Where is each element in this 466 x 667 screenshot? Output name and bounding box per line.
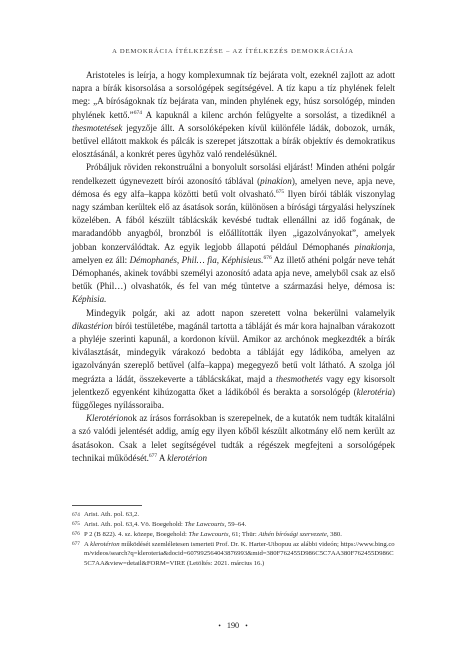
text-run: működését szemléletesen ismerteti Prof. Dr. K. Harter-Uibopuu az alábbi videón; https://www.bing.com/videos/search?q=kleroteria&docid=607992564043876993&mid=380F762455D986C5C7AA380F762455D986C5C7AA&view=detail&FORM=VIRE (Letöltés: 2021. március 16.): [84, 540, 395, 567]
text-run: Mindegyik polgár, aki az adott napon szeretett volna bekerülni valamelyik: [86, 307, 395, 318]
text-run: Arist. Ath. pol. 63,2.: [84, 511, 139, 518]
text-run: A: [84, 540, 91, 548]
running-head: A DEMOKRÁCIA ÍTÉLKEZÉSE – AZ ÍTÉLKEZÉS DEMOKRÁCIÁJA: [112, 48, 354, 55]
footnote-ref[interactable]: 674: [133, 109, 142, 116]
italic-term: thesmothetés: [276, 373, 323, 384]
text-run: vagy egy kisorsolt jelentkező egyenként kihúzogatta őket a ládikóból és berakta a sorsológép (: [72, 373, 395, 397]
paragraph: [72, 412, 395, 465]
text-run: Az illető athéni polgár neve tehát Démophanés, akinek további személyi azonosító adata apja neve, amelyből csak az első betűk (Phil…) olvashatók, és fel van még tüntetve a származási helye, démosa is:: [72, 254, 395, 292]
footnote-ref[interactable]: 675: [275, 188, 285, 195]
footnote-text: [84, 530, 395, 540]
text-run: , 380.: [326, 530, 342, 538]
footnote-number: 677: [72, 541, 80, 548]
footnote-ref[interactable]: 676: [263, 254, 272, 261]
footnote: [72, 530, 395, 540]
italic-term: Athén bírósági szervezete: [258, 530, 327, 538]
text-run: P 2 (B 822). 4. sz. közepe, Boegehold:: [84, 530, 189, 538]
italic-term: klerotérion: [167, 452, 208, 463]
text-run: ja, amelyen ez áll:: [72, 241, 395, 265]
footnote-number: 674: [72, 511, 80, 518]
footnote-number: 675: [72, 521, 80, 528]
text-run: Ilyen bírói táblák viszonylag nagy számban kerültek elő az ásatások során, különösen a bírósági tárgyalási helyszínek közelében. A fából készült táblácskák kevésbé tudtak ellenállni az idő fogának, de maradandóbb anyagból, bronzból is előállították ilyen „igazolványokat”, amelyek jobban konzerválódtak. Az egyik legjobb állapotú például Démophanés: [72, 188, 395, 252]
footnote: [72, 510, 395, 520]
italic-term: thesmotetések: [72, 122, 123, 133]
folio-ornament-right: •: [245, 622, 248, 630]
paragraph: [72, 161, 395, 306]
text-run: ok az írásos forrásokban is szerepelnek, de a kutatók nem tudták kitalálni a szó valódi jelentését addig, amíg egy ilyen kőből készült alkotmány elő nem került az ásatásokon. Csak a lelet segítségével tudták a régészek megfejteni a sorsológépek technikai működését.: [72, 413, 395, 463]
text-run: jegyzője állt. A sorsolóképeken kívül különféle ládák, dobozok, urnák, betűvel ellátott makkok és pálcák is szerepet játszottak a bírák objektív és demokratikus elosztásánál, a konkrét peres ügyhöz való rendelésüknél.: [72, 122, 395, 160]
text-run: ) függőleges nyílássoraiba.: [72, 386, 395, 411]
italic-term: dikastérion: [72, 320, 113, 331]
footnote-ref[interactable]: 677: [148, 452, 158, 459]
footnote-text: [84, 510, 395, 520]
footnote: [72, 540, 395, 568]
footnote-divider: [72, 505, 142, 506]
text-run: ), amelyen neve, apja neve, démosa és egy alfa–kappa közötti betű volt olvasható.: [72, 175, 395, 199]
main-text: [72, 69, 395, 465]
text-run: Aristoteles is leírja, a hogy komplexumnak tíz bejárata volt, ezeknél zajlott az adott napra a bírák kisorsolása a sorsológépek segítségével. A tíz kapu a tíz phylének felelt meg: „A bíróságoknak tíz bejárata van, minden phylének egy, húsz sorsológép, minden phylének kettő.”: [72, 70, 395, 120]
text-run: A kapuknál a kilenc archón felügyelte a sorsolást, a tizediknél a: [141, 109, 396, 120]
italic-term: pinakion: [354, 241, 387, 252]
footnotes: [72, 510, 395, 568]
italic-term: klerotéria: [356, 386, 392, 397]
page-number-value: 190: [226, 621, 240, 630]
text-run: Arist. Ath. pol. 63,4. Vö. Boegehold:: [84, 520, 185, 528]
paragraph: [72, 69, 395, 161]
footnote-text: [84, 520, 395, 530]
footnote: [72, 520, 395, 530]
footnote-number: 676: [72, 531, 80, 538]
footnote-text: [84, 540, 395, 568]
text-run: , 61; Thür:: [228, 530, 259, 538]
text-run: , 59–64.: [224, 520, 247, 528]
folio-ornament-left: •: [218, 622, 221, 630]
italic-term: Klerotérion: [86, 413, 128, 424]
text-run: Próbáljuk röviden rekonstruálni a bonyolult sorsolási eljárást! Minden athéni polgár rendelkezett úgynevezett bírói azonosító táblával (: [72, 162, 395, 186]
italic-term: Képhisia.: [72, 294, 107, 305]
text-run: bírói testületébe, magánál tartotta a tábláját és már kora hajnalban várakozott a phyléje szerinti kapunál, a kordonon kívül. Amikor az archónok megkezdték a bírák kiválasztását, mindegyik várakozó bedobta a tábláját egy ládikóba, amelyen az igazolványán szereplő betűvel (alfa–kappa) megegyező betű volt látható. A szolga jól megrázta a ládát, összekeverte a táblácskákat, majd a: [72, 320, 395, 384]
italic-term: Démophanés, Phil… fia, Képhisieus.: [129, 254, 264, 265]
italic-term: The Lawcourts: [184, 520, 225, 528]
italic-term: klerotérion: [90, 540, 120, 548]
paragraph: [72, 307, 395, 413]
italic-term: pinakion: [260, 175, 292, 186]
italic-term: The Lawcourts: [188, 530, 229, 538]
text-run: A: [157, 452, 168, 463]
page-number: [0, 621, 466, 630]
